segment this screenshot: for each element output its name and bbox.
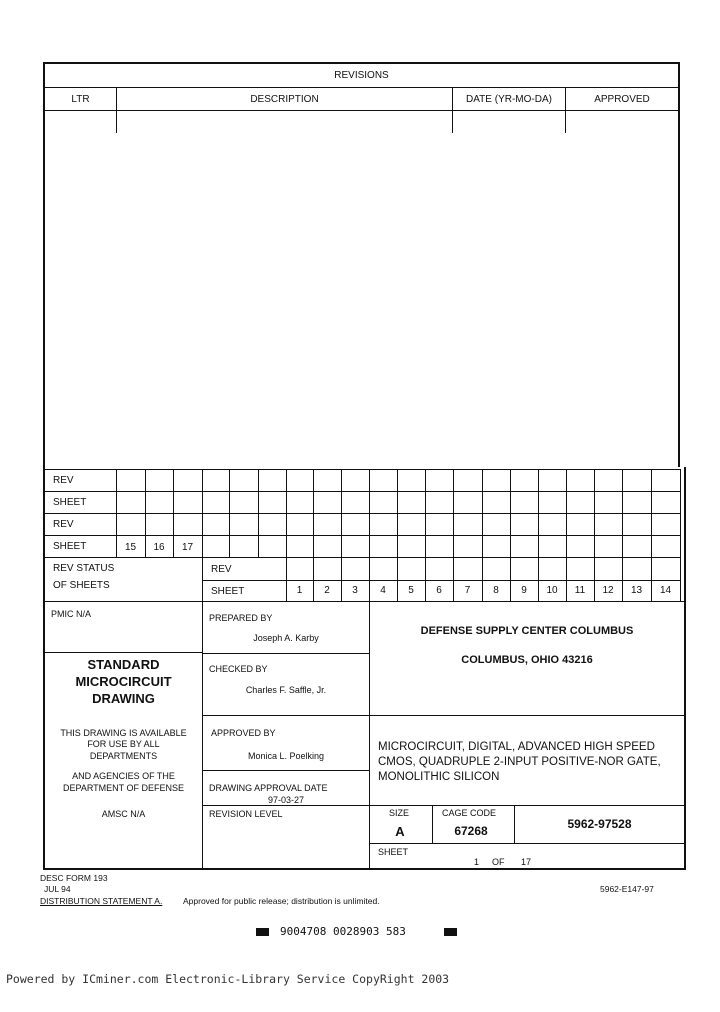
pmic-text: PMIC N/A — [51, 609, 92, 619]
top-sheet-number: 16 — [153, 542, 165, 553]
drawing-title-line-1: MICROCIRCUIT, DIGITAL, ADVANCED HIGH SPEED — [378, 741, 655, 753]
form-id-line-2: JUL 94 — [44, 884, 71, 894]
availability-1: THIS DRAWING IS AVAILABLE — [60, 728, 187, 738]
grid-column-line — [258, 469, 259, 557]
status-sheet-number: 4 — [380, 585, 386, 596]
watermark: Powered by ICminer.com Electronic-Library Service CopyRight 2003 — [6, 972, 450, 986]
prepared-by-name: Joseph A. Karby — [253, 633, 319, 643]
grid-column-line — [286, 469, 287, 601]
status-sheet-number: 14 — [659, 585, 672, 596]
grid-column-line — [453, 469, 454, 601]
prepared-by-label: PREPARED BY — [209, 613, 273, 623]
standard-title-3: DRAWING — [92, 691, 155, 706]
grid-column-line — [341, 469, 342, 601]
status-sheet-number: 13 — [630, 585, 643, 596]
status-sheet-number: 2 — [324, 585, 330, 596]
col-date: DATE (YR-MO-DA) — [466, 94, 552, 105]
status-sheet-number: 10 — [546, 585, 558, 596]
approval-date-value: 97-03-27 — [267, 795, 305, 805]
grid-column-line — [680, 469, 681, 601]
status-sheet-number: 6 — [436, 585, 442, 596]
top-sheet-number: 17 — [181, 542, 194, 553]
status-sheet-number: 12 — [602, 585, 614, 596]
grid-column-line — [229, 469, 230, 557]
sheet-number: 1 — [474, 857, 480, 867]
barcode-block-left — [256, 928, 269, 936]
distribution-label: DISTRIBUTION STATEMENT A. — [40, 896, 163, 906]
grid-column-line — [482, 469, 483, 601]
grid-column-line — [425, 469, 426, 601]
drawing-title-line-2: CMOS, QUADRUPLE 2-INPUT POSITIVE-NOR GATE, — [378, 756, 661, 768]
drawing-title-line-3: MONOLITHIC SILICON — [378, 771, 500, 783]
status-rev-label: REV — [211, 564, 232, 575]
barcode-text: 9004708 0028903 583 — [280, 925, 406, 938]
status-sheet-number: 8 — [493, 585, 499, 596]
checked-by-name: Charles F. Saffle, Jr. — [245, 685, 327, 695]
status-sheet-number: 1 — [296, 585, 303, 596]
revision-level-label: REVISION LEVEL — [209, 809, 283, 819]
status-sheet-number: 7 — [464, 585, 471, 596]
grid-column-line — [622, 469, 623, 601]
status-sheet-label: SHEET — [211, 586, 245, 597]
row-label-sheet-2: SHEET — [53, 541, 87, 552]
drawing-number: 5962-97528 — [567, 817, 632, 831]
size-value: A — [395, 824, 405, 839]
col-description: DESCRIPTION — [250, 94, 319, 105]
agency-city: COLUMBUS, OHIO 43216 — [461, 654, 593, 666]
top-sheet-number: 15 — [124, 542, 137, 553]
grid-column-line — [566, 469, 567, 601]
grid-column-line — [538, 469, 539, 601]
col-approved: APPROVED — [594, 94, 650, 105]
barcode-block-right — [444, 928, 457, 936]
grid-column-line — [510, 469, 511, 601]
approved-by-name: Monica L. Poelking — [247, 751, 325, 761]
row-label-rev-1: REV — [53, 475, 74, 486]
status-sheet-number: 9 — [521, 585, 527, 596]
availability-2: FOR USE BY ALL — [87, 739, 160, 749]
status-sheet-number: 11 — [574, 585, 586, 596]
cage-code-value: 67268 — [454, 824, 488, 838]
status-sheet-number: 3 — [352, 585, 358, 596]
standard-title-1: STANDARD — [87, 657, 160, 672]
form-id-line-1: DESC FORM 193 — [40, 873, 108, 883]
checked-by-label: CHECKED BY — [209, 664, 268, 674]
cage-code-label: CAGE CODE — [442, 808, 497, 818]
distribution-text: Approved for public release; distribution is unlimited. — [183, 896, 380, 906]
sheet-label: SHEET — [378, 847, 409, 857]
grid-column-line — [594, 469, 595, 601]
grid-column-line — [397, 469, 398, 601]
grid-column-line — [369, 469, 370, 601]
availability-4: AND AGENCIES OF THE — [72, 771, 175, 781]
rev-status-label: REV STATUS — [53, 563, 115, 574]
approved-by-label: APPROVED BY — [211, 728, 276, 738]
amsc-text: AMSC N/A — [101, 809, 146, 819]
sheet-of-label: OF — [492, 857, 505, 867]
size-label: SIZE — [389, 808, 410, 818]
availability-3: DEPARTMENTS — [89, 751, 158, 761]
agency-name: DEFENSE SUPPLY CENTER COLUMBUS — [420, 625, 634, 637]
row-label-sheet-1: SHEET — [53, 497, 87, 508]
status-sheet-number: 5 — [408, 585, 414, 596]
grid-column-line — [313, 469, 314, 601]
form-number: 5962-E147-97 — [600, 884, 654, 894]
sheet-total: 17 — [521, 857, 532, 867]
revisions-title: REVISIONS — [334, 70, 389, 81]
approval-date-label: DRAWING APPROVAL DATE — [209, 783, 328, 793]
row-label-rev-2: REV — [53, 519, 74, 530]
standard-title-2: MICROCIRCUIT — [75, 674, 172, 689]
col-ltr: LTR — [71, 94, 90, 105]
availability-5: DEPARTMENT OF DEFENSE — [62, 783, 185, 793]
grid-column-line — [651, 469, 652, 601]
of-sheets-label: OF SHEETS — [53, 580, 110, 591]
